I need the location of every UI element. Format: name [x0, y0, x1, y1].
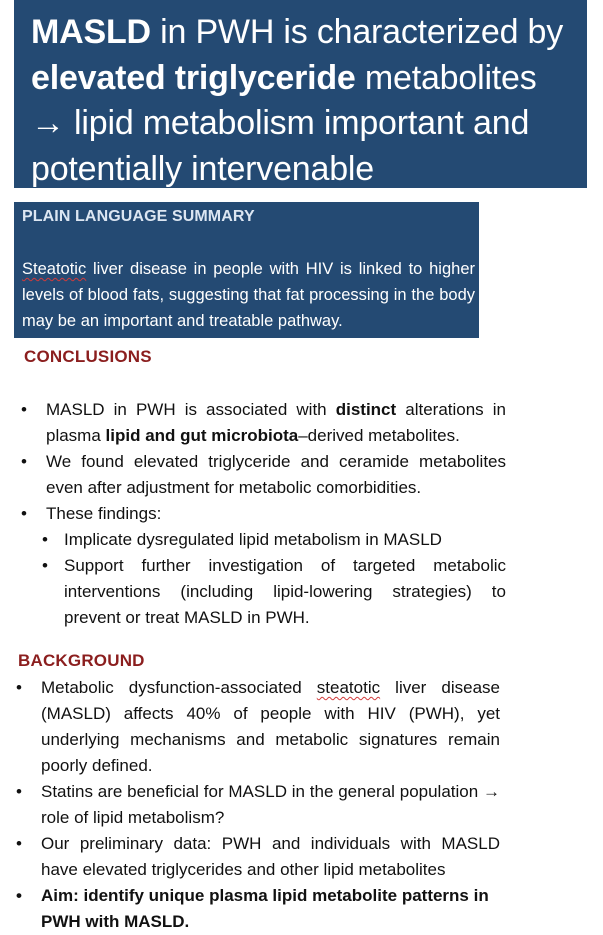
bullet-icon: •	[16, 834, 22, 853]
title-text: metabolites	[355, 58, 537, 97]
bullet-icon: •	[16, 886, 22, 905]
bullet-icon: •	[16, 782, 22, 801]
title-banner	[14, 0, 587, 188]
bullet-icon: •	[16, 678, 22, 697]
title-line-4: potentially intervenable	[31, 149, 374, 188]
list-item: • We found elevated triglyceride and ceramide metabolites even after adjustment for metabolic comorbidities.	[46, 449, 506, 501]
list-item-aim: • Aim: identify unique plasma lipid metabolite patterns in PWH with MASLD.	[41, 883, 500, 935]
bullet-icon: •	[21, 452, 27, 471]
spellcheck-word: steatotic	[316, 678, 381, 697]
bullet-icon: •	[21, 504, 27, 523]
title-bold-masld: MASLD	[31, 13, 151, 51]
list-item: • Metabolic dysfunction-associated steatotic liver disease (MASLD) affects 40% of people with HIV (PWH), yet underlying mechanisms and metabolic signatures remain poorly defined.	[41, 675, 500, 779]
list-item: • These findings:	[46, 501, 506, 527]
list-item: • Our preliminary data: PWH and individuals with MASLD have elevated triglycerides and other lipid metabolites	[41, 831, 500, 883]
conclusions-heading: CONCLUSIONS	[24, 347, 152, 366]
conclusions-list	[21, 397, 506, 527]
background-list	[16, 675, 500, 935]
background-heading: BACKGROUND	[18, 651, 145, 670]
sub-list-item: • Implicate dysregulated lipid metabolism in MASLD	[64, 527, 506, 553]
plain-language-summary-box	[14, 202, 479, 338]
spellcheck-word: Steatotic	[22, 260, 87, 278]
bullet-icon: •	[42, 556, 48, 575]
summary-body: liver disease in people with HIV is linked to higher levels of blood fats, suggesting that fat processing in the body may be an important and treatable pathway.	[22, 260, 475, 330]
conclusions-sublist	[42, 527, 506, 631]
sub-list-item: • Support further investigation of targeted metabolic interventions (including lipid-lowering strategies) to prevent or treat MASLD in PWH.	[64, 553, 506, 631]
title-line-2	[31, 56, 579, 102]
list-item: • Statins are beneficial for MASLD in the general population → role of lipid metabolism?	[41, 779, 500, 831]
title-bold-triglyceride: elevated triglyceride	[31, 58, 356, 97]
title-line-3: → lipid metabolism important and	[31, 104, 530, 142]
title-line-1	[31, 10, 579, 56]
title-text: in PWH is characterized by	[150, 13, 564, 51]
bullet-icon: •	[42, 530, 48, 549]
bullet-icon: •	[21, 400, 27, 419]
plain-language-heading: PLAIN LANGUAGE SUMMARY	[22, 208, 255, 225]
plain-language-text	[22, 256, 475, 334]
list-item: • MASLD in PWH is associated with distinct alterations in plasma lipid and gut microbiota–derived metabolites.	[46, 397, 506, 449]
